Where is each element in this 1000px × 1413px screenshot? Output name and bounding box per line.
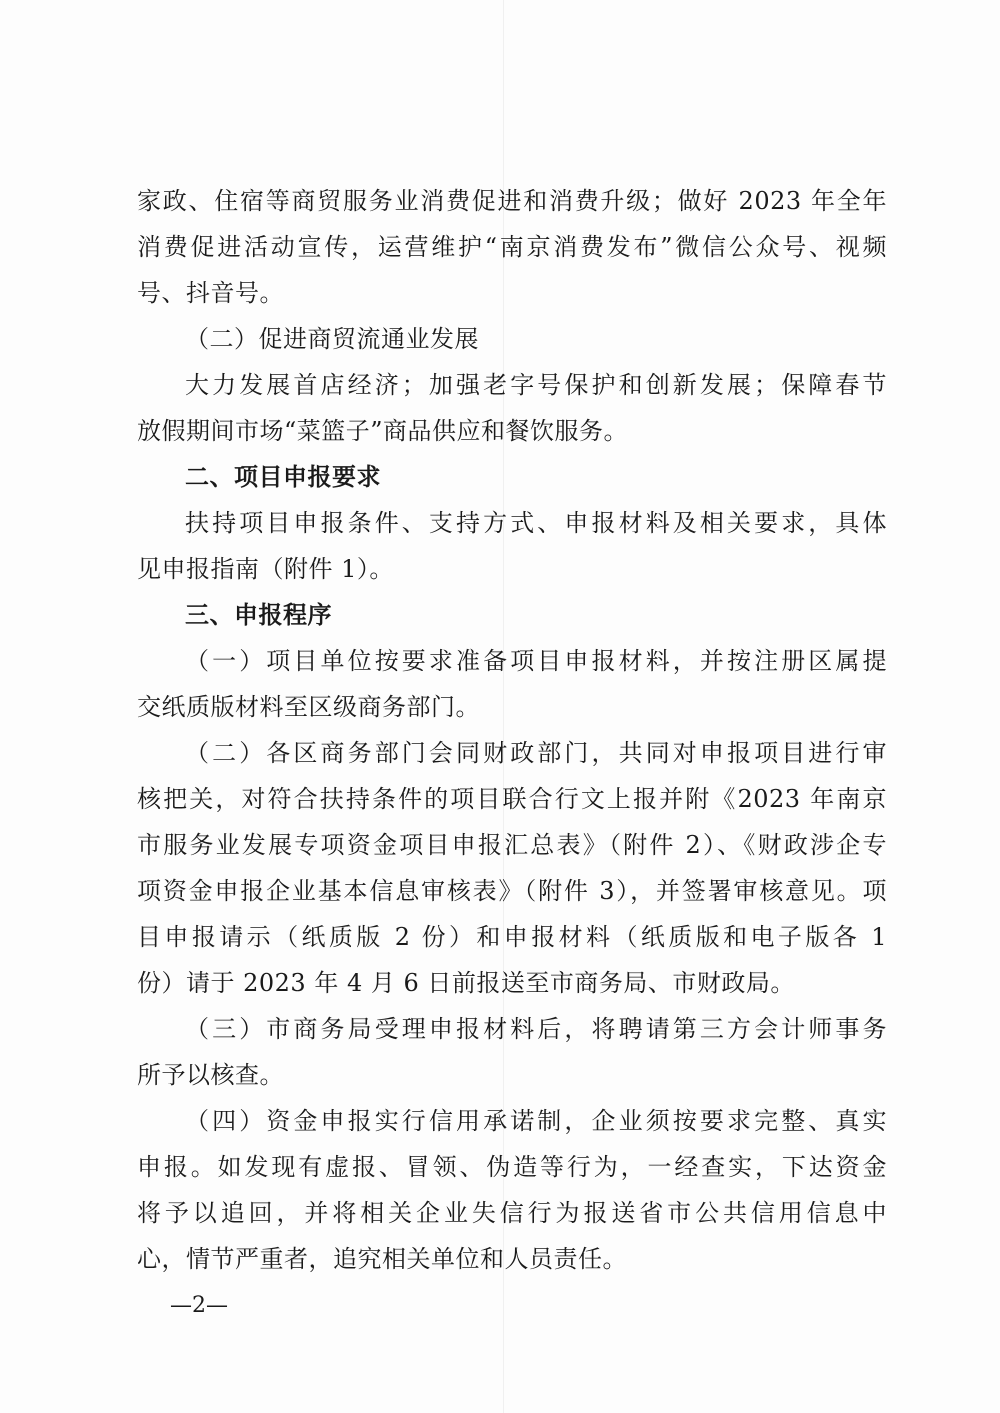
section-heading: 三、申报程序 bbox=[185, 601, 332, 629]
body-line: 心，情节严重者，追究相关单位和人员责任。 bbox=[137, 1245, 627, 1273]
body-line: 消费促进活动宣传，运营维护“南京消费发布”微信公众号、视频 bbox=[137, 233, 887, 261]
body-line: 放假期间市场“菜篮子”商品供应和餐饮服务。 bbox=[137, 417, 629, 445]
body-line: 见申报指南（附件 1）。 bbox=[137, 555, 394, 583]
body-line: 将予以追回，并将相关企业失信行为报送省市公共信用信息中 bbox=[137, 1199, 887, 1227]
body-line: （一）项目单位按要求准备项目申报材料，并按注册区属提 bbox=[185, 647, 887, 675]
body-line: 交纸质版材料至区级商务部门。 bbox=[137, 693, 480, 721]
document-body bbox=[137, 178, 887, 1282]
body-line: （四）资金申报实行信用承诺制，企业须按要求完整、真实 bbox=[185, 1107, 887, 1135]
section-heading: 二、项目申报要求 bbox=[185, 463, 381, 491]
body-line: 大力发展首店经济；加强老字号保护和创新发展；保障春节 bbox=[185, 371, 887, 399]
body-line: 项资金申报企业基本信息审核表》（附件 3），并签署审核意见。项 bbox=[137, 877, 887, 905]
body-line: 家政、住宿等商贸服务业消费促进和消费升级；做好 2023 年全年 bbox=[137, 187, 887, 215]
body-line: （二）各区商务部门会同财政部门，共同对申报项目进行审 bbox=[185, 739, 887, 767]
body-line: 申报。如发现有虚报、冒领、伪造等行为，一经查实，下达资金 bbox=[137, 1153, 887, 1181]
body-line: （三）市商务局受理申报材料后，将聘请第三方会计师事务 bbox=[185, 1015, 887, 1043]
page-number: —2— bbox=[170, 1293, 228, 1318]
section-subheading: （二）促进商贸流通业发展 bbox=[185, 325, 479, 353]
body-line: 号、抖音号。 bbox=[137, 279, 284, 307]
body-line: 所予以核查。 bbox=[137, 1061, 284, 1089]
body-line: 市服务业发展专项资金项目申报汇总表》（附件 2）、《财政涉企专 bbox=[137, 831, 887, 859]
body-line: 扶持项目申报条件、支持方式、申报材料及相关要求，具体 bbox=[185, 509, 887, 537]
body-line: 目申报请示（纸质版 2 份）和申报材料（纸质版和电子版各 1 bbox=[137, 923, 887, 951]
body-line: 份）请于 2023 年 4 月 6 日前报送至市商务局、市财政局。 bbox=[137, 969, 795, 997]
body-line: 核把关，对符合扶持条件的项目联合行文上报并附《2023 年南京 bbox=[137, 785, 887, 813]
